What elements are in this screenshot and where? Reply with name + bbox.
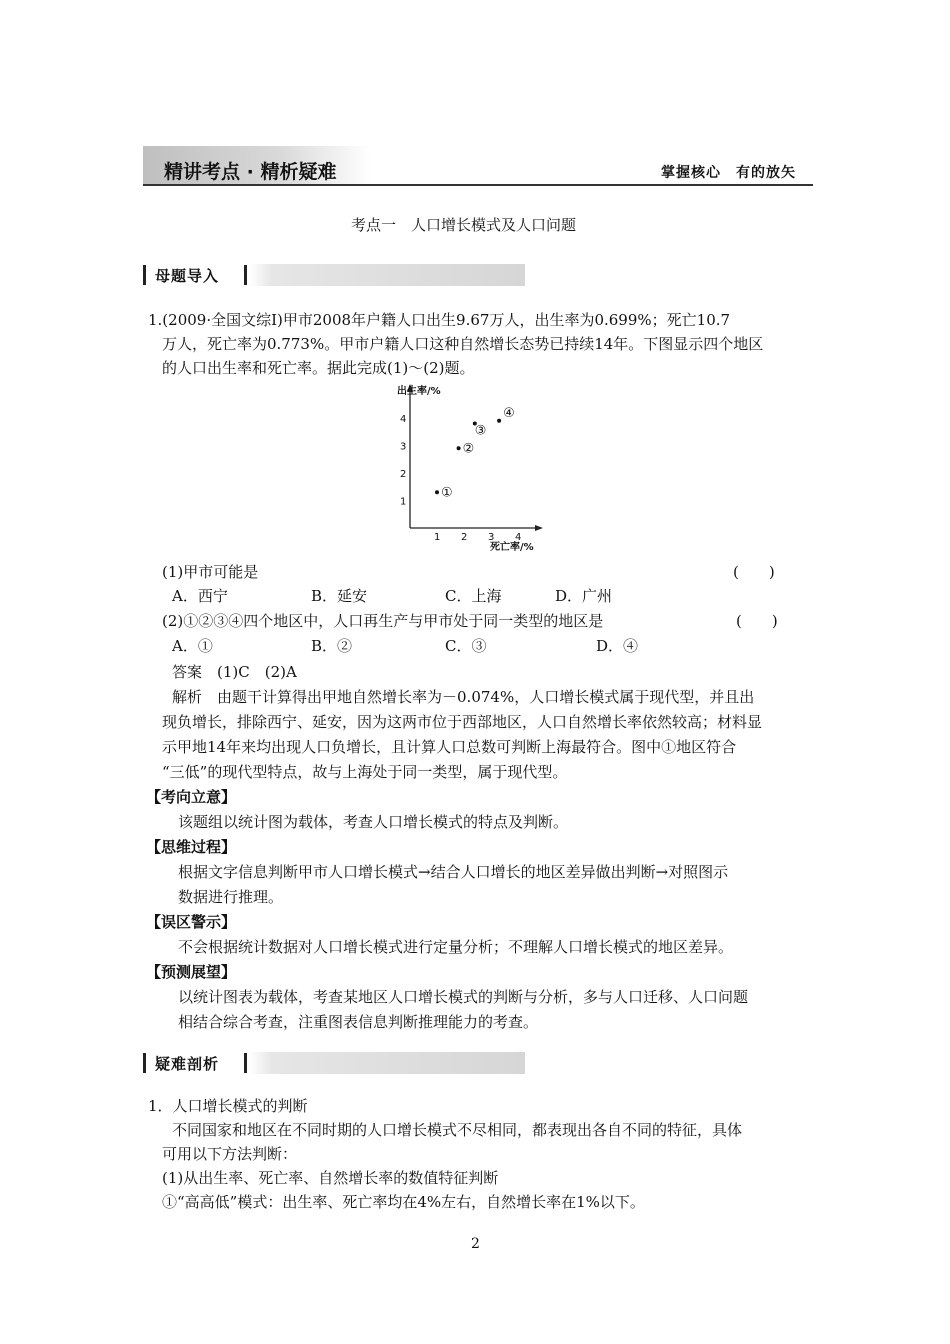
- section-label-ynpx: 疑难剖析: [155, 1055, 220, 1073]
- section2-marker-right: [244, 1053, 247, 1073]
- topic-title: 考点一 人口增长模式及人口问题: [351, 216, 577, 234]
- p2-line1: 不同国家和地区在不同时期的人口增长模式不尽相同，都表现出各自不同的特征，具体: [172, 1121, 743, 1139]
- sub1-option-c: C．上海: [445, 587, 502, 605]
- header-motto: 掌握核心 有的放矢: [661, 165, 796, 181]
- data-point-label: ③: [474, 423, 487, 439]
- sub2-option-b: B．②: [311, 637, 353, 655]
- data-point-label: ②: [462, 441, 475, 457]
- data-point-label: ④: [503, 405, 515, 421]
- wqjs-line1: 不会根据统计数据对人口增长模式进行定量分析；不理解人口增长模式的地区差异。: [178, 938, 734, 956]
- data-point: [435, 490, 439, 494]
- analysis-line3: 示甲地14年来均出现人口负增长，且计算人口总数可判断上海最符合。图中①地区符合: [162, 738, 737, 756]
- p2-line3: (1)从出生率、死亡率、自然增长率的数值特征判断: [162, 1169, 499, 1187]
- swgc-line1: 根据文字信息判断甲市人口增长模式→结合人口增长的地区差异做出判断→对照图示: [178, 863, 729, 881]
- data-point-label: ①: [441, 485, 453, 501]
- yczw-line1: 以统计图表为载体，考查某地区人口增长模式的判断与分析，多与人口迁移、人口问题: [178, 988, 749, 1006]
- sub1-option-d: D．广州: [555, 587, 613, 605]
- y-tick-label: 4: [400, 414, 407, 425]
- p2-line4: ①“高高低”模式：出生率、死亡率均在4%左右，自然增长率在1%以下。: [162, 1193, 645, 1211]
- x-tick-label: 1: [434, 532, 441, 543]
- q1-line1: 1.(2009·全国文综Ⅰ)甲市2008年户籍人口出生9.67万人，出生率为0.699%；死亡10.7: [148, 311, 731, 329]
- x-axis-arrow: [535, 525, 543, 531]
- sub2-option-a: A．①: [172, 637, 213, 655]
- kxlz-line1: 该题组以统计图为载体，考查人口增长模式的特点及判断。: [178, 813, 569, 831]
- section-label-mtdr: 母题导入: [155, 267, 220, 285]
- section-marker-left: [143, 265, 146, 285]
- answer-line: 答案 (1)C (2)A: [172, 663, 297, 681]
- q1-line3: 的人口出生率和死亡率。据此完成(1)～(2)题。: [162, 359, 475, 377]
- p2-heading: 1．人口增长模式的判断: [148, 1097, 308, 1115]
- page-number: 2: [471, 1236, 480, 1252]
- y-tick-label: 2: [400, 469, 407, 480]
- kxlz-heading: 【考向立意】: [146, 788, 237, 806]
- sub2-option-c: C．③: [445, 637, 487, 655]
- header-title: 精讲考点 · 精析疑难: [164, 161, 337, 183]
- x-tick-label: 3: [488, 532, 495, 543]
- section-bar: [250, 264, 525, 286]
- sub1-option-a: A．西宁: [172, 587, 228, 605]
- y-axis-label: 出生率/%: [397, 386, 441, 397]
- x-tick-label: 4: [515, 532, 522, 543]
- sub1-answer-paren: ( ): [733, 563, 775, 581]
- x-axis-label: 死亡率/%: [490, 542, 534, 553]
- header-rule: [143, 184, 813, 186]
- yczw-heading: 【预测展望】: [146, 963, 237, 981]
- analysis-line2: 现负增长，排除西宁、延安，因为这两市位于西部地区，人口自然增长率依然较高；材料显: [162, 713, 763, 731]
- p2-line2: 可用以下方法判断：: [162, 1145, 298, 1163]
- x-tick-label: 2: [461, 532, 468, 543]
- data-point: [497, 419, 501, 423]
- sub1-question: (1)甲市可能是: [162, 563, 259, 581]
- yczw-line2: 相结合综合考查，注重图表信息判断推理能力的考查。: [178, 1013, 539, 1031]
- swgc-heading: 【思维过程】: [146, 838, 237, 856]
- section2-marker-left: [143, 1053, 146, 1073]
- q1-line2: 万人，死亡率为0.773%。甲市户籍人口这种自然增长态势已持续14年。下图显示四个地区: [162, 335, 764, 353]
- sub2-question: (2)①②③④四个地区中，人口再生产与甲市处于同一类型的地区是: [162, 612, 604, 630]
- wqjs-heading: 【误区警示】: [146, 913, 237, 931]
- section-marker-right: [244, 265, 247, 285]
- swgc-line2: 数据进行推理。: [178, 888, 284, 906]
- birth-death-scatter-chart: [385, 378, 565, 560]
- sub2-answer-paren: ( ): [736, 612, 778, 630]
- sub2-option-d: D．④: [596, 637, 639, 655]
- data-point: [457, 446, 461, 450]
- analysis-line1: 解析 由题干计算得出甲地自然增长率为－0.074%，人口增长模式属于现代型，并且出: [172, 688, 755, 706]
- y-tick-label: 3: [400, 441, 407, 453]
- analysis-line4: “三低”的现代型特点，故与上海处于同一类型，属于现代型。: [162, 763, 568, 781]
- section2-bar: [250, 1052, 525, 1074]
- sub1-option-b: B．延安: [311, 587, 368, 605]
- y-tick-label: 1: [400, 496, 407, 508]
